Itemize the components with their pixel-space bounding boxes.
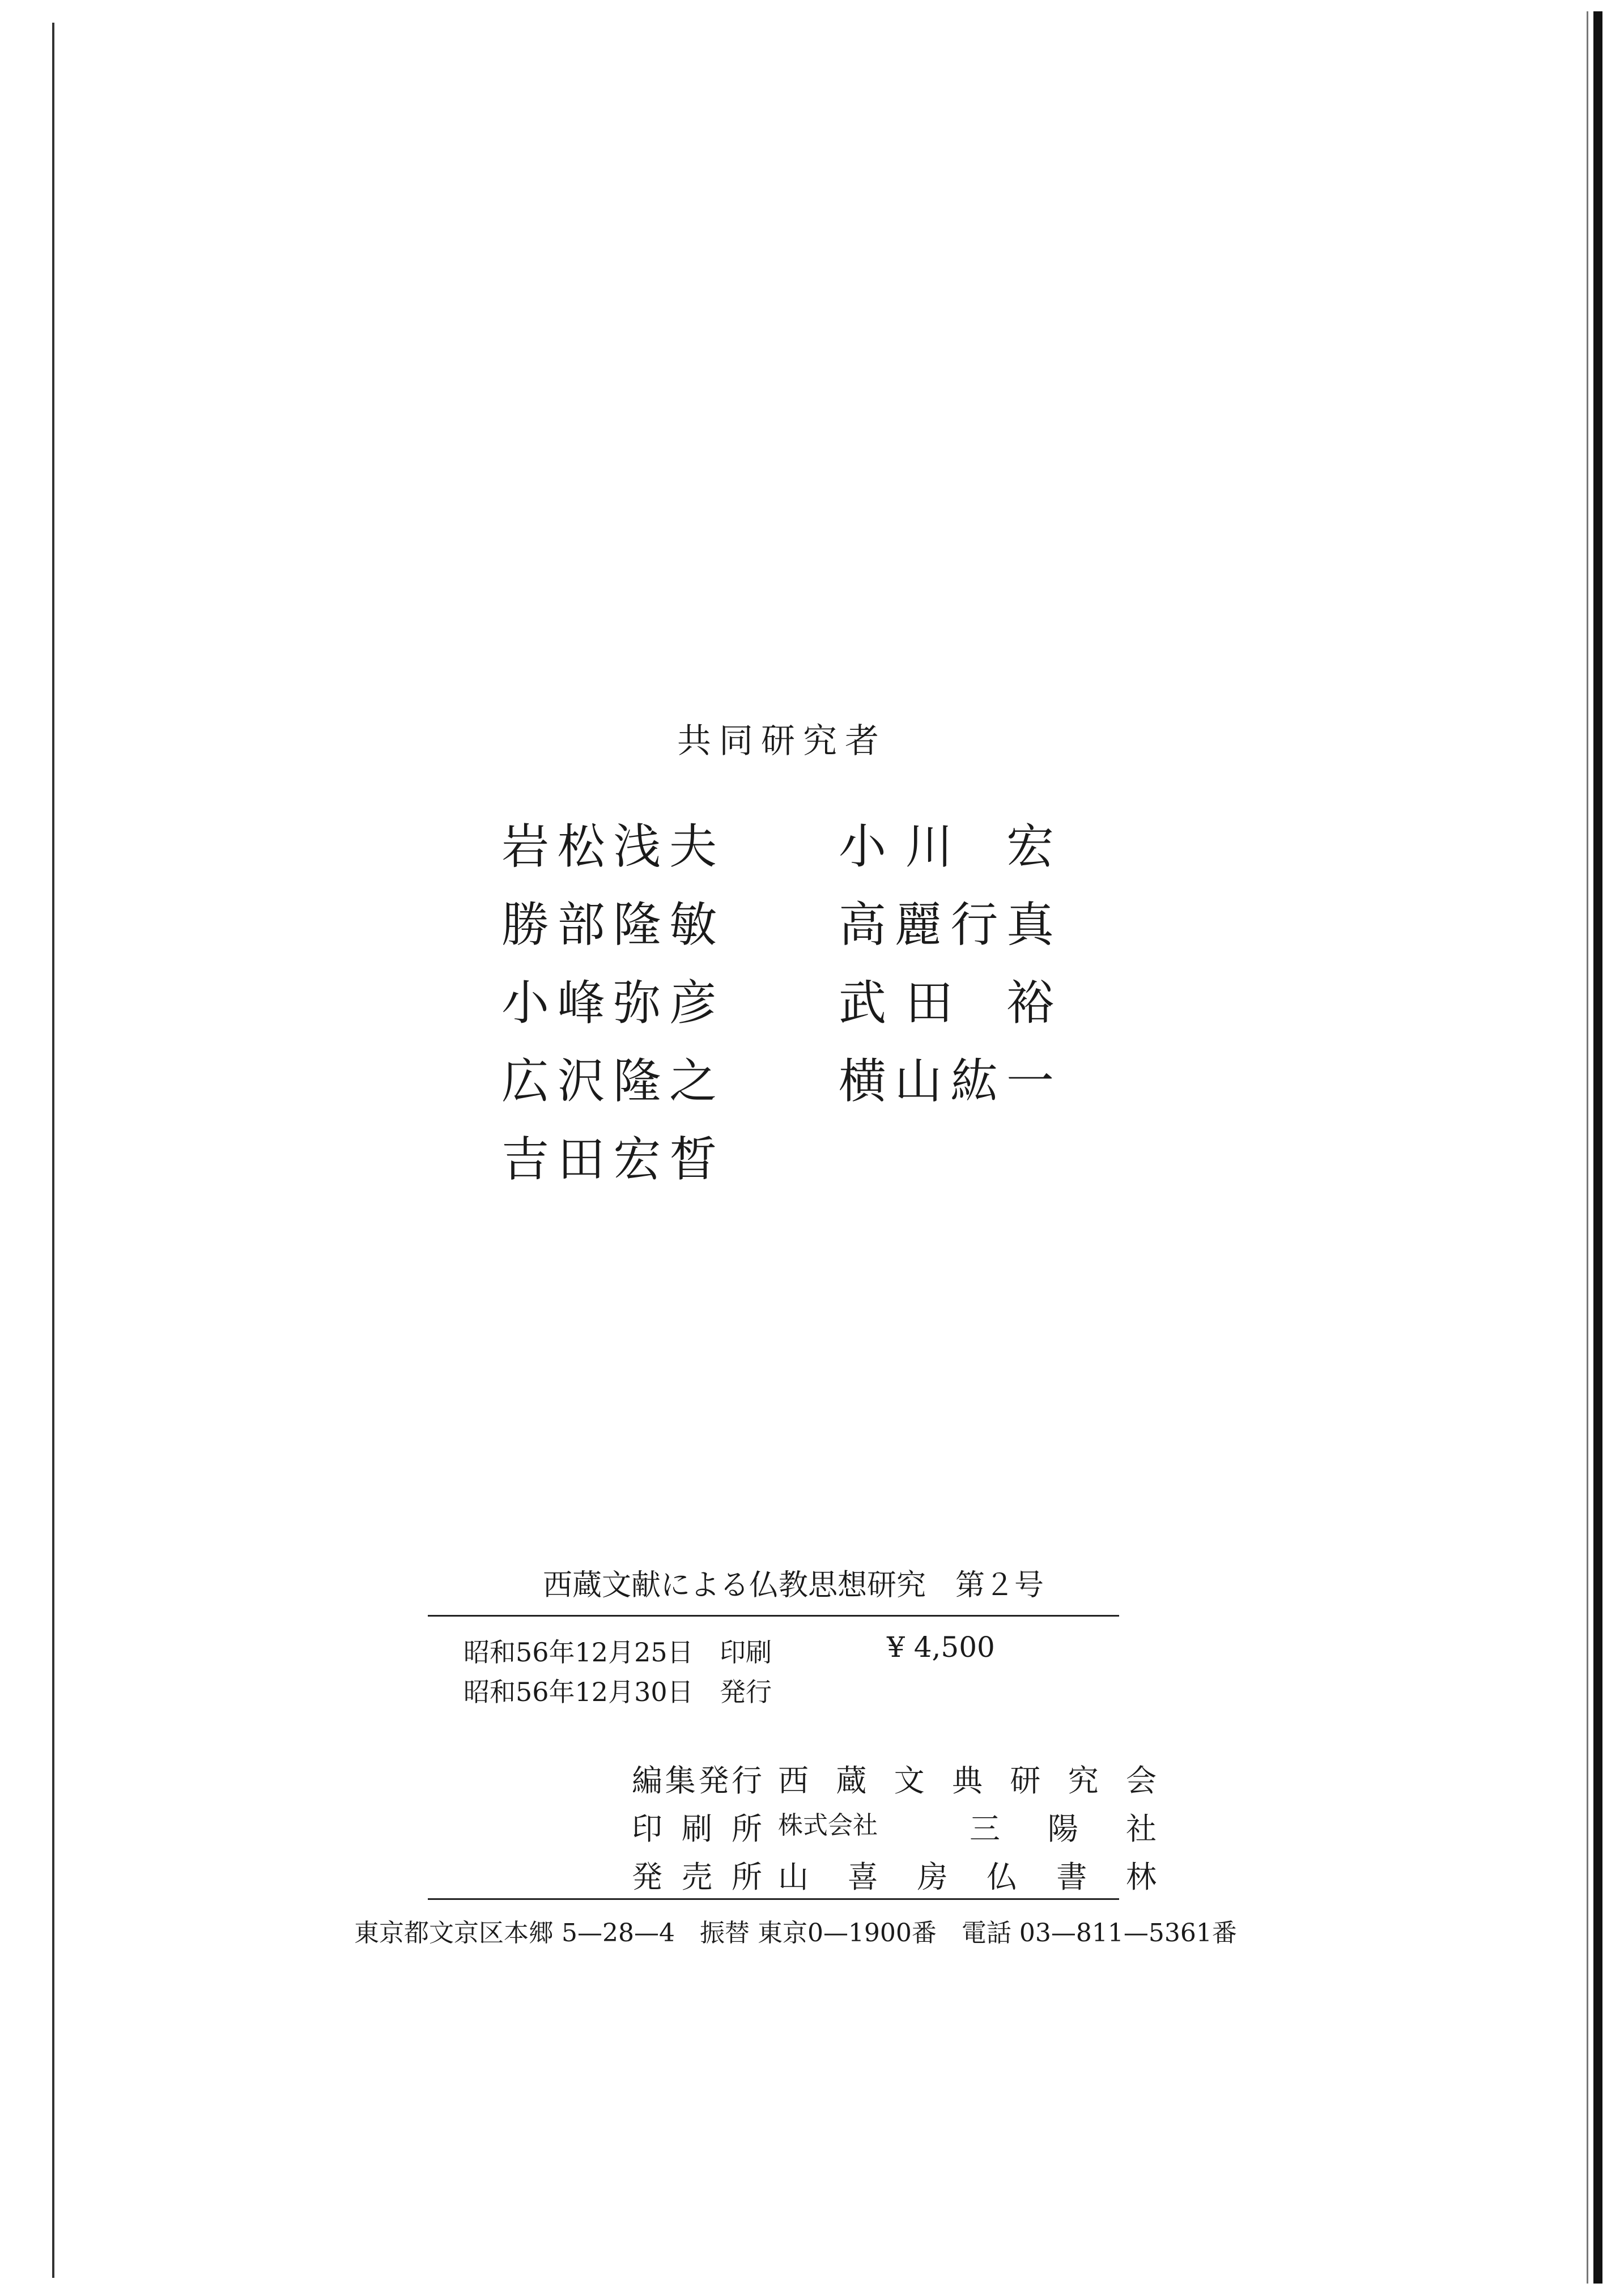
char: 真 [1006, 897, 1054, 953]
seller-role [632, 1853, 762, 1897]
char: 田 [905, 975, 953, 1031]
char: 部 [557, 897, 605, 953]
char: 仏 [987, 1859, 1018, 1895]
printed-date: 昭和56年12月25日 [464, 1637, 694, 1668]
char: 隆 [613, 1053, 661, 1109]
researcher-name [501, 886, 717, 964]
char: 刷 [682, 1811, 712, 1847]
char: 山 [778, 1859, 809, 1895]
char: 一 [1006, 1053, 1054, 1109]
char: 所 [732, 1811, 762, 1847]
char: 房 [917, 1859, 948, 1895]
char: 宏 [1006, 819, 1054, 874]
colophon-rule-top [428, 1615, 1119, 1617]
price: ¥ 4,500 [887, 1631, 995, 1664]
printer-role [632, 1805, 762, 1848]
colophon-rule-bottom [428, 1898, 1119, 1900]
char: 横 [839, 1053, 887, 1109]
researcher-name [839, 1042, 1054, 1120]
char: 編 [632, 1763, 662, 1798]
char: 西 [778, 1763, 809, 1798]
char: 浅 [613, 819, 661, 874]
char: 武 [839, 975, 887, 1031]
char: 川 [905, 819, 953, 874]
researcher-name [501, 964, 717, 1042]
editor-name [778, 1757, 1157, 1800]
char: 林 [1125, 1859, 1157, 1895]
char: 発 [698, 1763, 729, 1798]
researcher-name [501, 1042, 717, 1120]
char: 行 [950, 897, 998, 953]
char: 隆 [613, 897, 661, 953]
char: 研 [1010, 1763, 1041, 1798]
char: 小 [501, 975, 550, 1031]
char: 吉 [501, 1132, 550, 1187]
char: 売 [682, 1859, 712, 1895]
publisher-address: 東京都文京区本郷 5—28—4 振替 東京0—1900番 電話 03—811—5361番 [354, 1919, 1237, 1948]
char: 発 [632, 1859, 662, 1895]
char: 書 [1056, 1859, 1087, 1895]
char: 高 [839, 897, 887, 953]
printer-company [970, 1805, 1157, 1848]
char: 之 [669, 1053, 717, 1109]
researchers-right-column [839, 807, 1054, 1120]
char: 敏 [669, 897, 717, 953]
char: 田 [557, 1132, 605, 1187]
char: 裕 [1006, 975, 1054, 1031]
issued-date: 昭和56年12月30日 [464, 1677, 694, 1707]
researcher-name [839, 964, 1054, 1042]
page-left-edge [52, 23, 54, 2278]
char: 沢 [557, 1053, 605, 1109]
char [972, 964, 988, 1042]
char: 所 [732, 1859, 762, 1895]
char: 晳 [669, 1132, 717, 1187]
char: 彦 [669, 975, 717, 1031]
page-right-edge [1593, 11, 1602, 2284]
char [972, 807, 988, 886]
char: 社 [1126, 1811, 1157, 1847]
credit-seller [632, 1853, 1159, 1893]
colophon-book-title: 西蔵文献による仏教思想研究 第２号 [542, 1568, 1044, 1602]
char: 三 [970, 1811, 1000, 1847]
researcher-name [501, 1120, 717, 1198]
researcher-name [839, 807, 1054, 886]
char: 弥 [613, 975, 661, 1031]
credit-editor [632, 1757, 1159, 1796]
char: 究 [1068, 1763, 1099, 1798]
seller-name [778, 1853, 1157, 1897]
credit-printer [632, 1805, 1159, 1847]
char: 峰 [557, 975, 605, 1031]
char: 喜 [847, 1859, 878, 1895]
char: 広 [501, 1053, 550, 1109]
char: 岩 [501, 819, 550, 874]
char: 宏 [613, 1132, 661, 1187]
char: 麗 [894, 897, 942, 953]
char: 松 [557, 819, 605, 874]
char: 小 [839, 819, 887, 874]
char: 印 [632, 1811, 662, 1847]
researchers-left-column [501, 807, 717, 1198]
char: 典 [951, 1763, 983, 1798]
issued-label: 発行 [720, 1677, 772, 1707]
heading-joint-researchers: 共同研究者 [677, 721, 887, 761]
char: 集 [665, 1763, 696, 1798]
editor-role [632, 1757, 762, 1800]
char: 文 [894, 1763, 925, 1798]
char: 山 [894, 1053, 942, 1109]
researcher-name [501, 807, 717, 886]
printer-name [778, 1805, 1157, 1848]
char: 会 [1125, 1763, 1157, 1798]
page-right-edge-inner [1587, 11, 1588, 2284]
char: 陽 [1048, 1811, 1078, 1847]
char: 紘 [950, 1053, 998, 1109]
researcher-name [839, 886, 1054, 964]
char: 勝 [501, 897, 550, 953]
char: 行 [731, 1763, 762, 1798]
char: 蔵 [836, 1763, 867, 1798]
char: 夫 [669, 819, 717, 874]
printer-prefix: 株式会社 [778, 1811, 878, 1840]
printed-label: 印刷 [720, 1637, 772, 1668]
